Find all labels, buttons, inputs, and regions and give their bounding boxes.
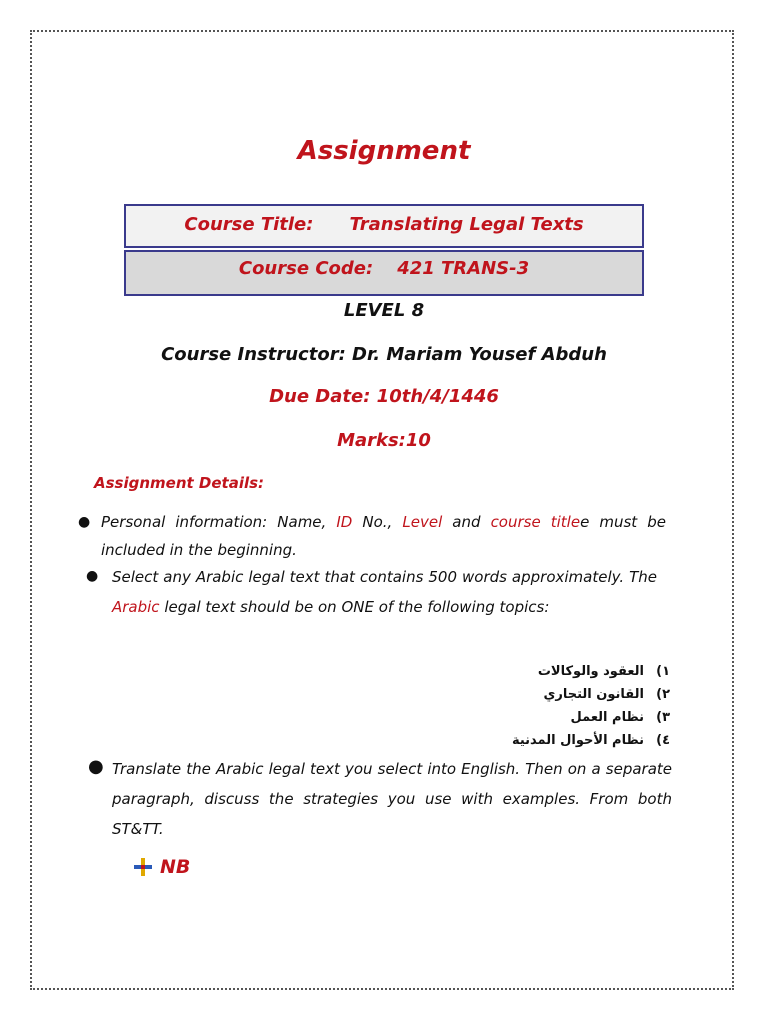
topic-item xyxy=(512,729,670,752)
nb-note: NB xyxy=(160,856,191,878)
bullet-icon: ● xyxy=(86,568,99,584)
text-level: Level xyxy=(402,513,443,531)
topic-number: ٣) xyxy=(656,710,670,725)
course-title-label: Course Title: xyxy=(184,214,314,235)
text: legal text should be on ONE of the following topics: xyxy=(159,598,550,616)
topic-item xyxy=(512,660,670,683)
page-title: Assignment xyxy=(297,136,471,166)
bullet-item-personal-info xyxy=(101,508,666,564)
text: Select any Arabic legal text that contains 500 words approximately. The xyxy=(112,568,657,586)
assignment-details-heading: Assignment Details: xyxy=(94,474,265,492)
marks: Marks:10 xyxy=(337,430,431,451)
text-id: ID xyxy=(336,513,353,531)
course-code-value: 421 TRANS-3 xyxy=(397,258,530,279)
due-date: Due Date: 10th/4/1446 xyxy=(269,386,499,407)
bullet-icon: ● xyxy=(88,756,104,777)
text: e must be included in the beginning. xyxy=(101,513,666,559)
text-course-title: course title xyxy=(490,513,581,531)
bullet-item-translate: Translate the Arabic legal text you select into English. Then on a separate paragraph, discuss the strategies you use with examples. From both ST&TT. xyxy=(112,760,672,838)
topic-item xyxy=(512,683,670,706)
level: LEVEL 8 xyxy=(343,300,425,321)
bullet-icon: ● xyxy=(78,514,91,530)
course-title-row xyxy=(124,204,644,248)
topic-item xyxy=(512,706,670,729)
text: No., xyxy=(352,513,403,531)
course-code-label: Course Code: xyxy=(238,258,374,279)
text: and xyxy=(442,513,491,531)
plus-sign-icon xyxy=(134,858,152,876)
topic-number: ١) xyxy=(656,664,670,679)
course-instructor: Course Instructor: Dr. Mariam Yousef Abduh xyxy=(161,344,607,365)
text: Personal information: Name, xyxy=(101,513,337,531)
topic-number: ٤) xyxy=(656,733,670,748)
topic-text: العقود والوكالات xyxy=(537,664,644,679)
text-arabic: Arabic xyxy=(112,598,160,616)
topic-text: القانون التجاري xyxy=(543,687,644,702)
course-title-value: Translating Legal Texts xyxy=(349,214,584,235)
topics-list xyxy=(512,660,670,752)
course-code-row xyxy=(124,250,644,296)
topic-number: ٢) xyxy=(656,687,670,702)
topic-text: نظام الأحوال المدنية xyxy=(511,733,644,748)
bullet-item-select-text xyxy=(112,562,657,622)
topic-text: نظام العمل xyxy=(570,710,644,725)
